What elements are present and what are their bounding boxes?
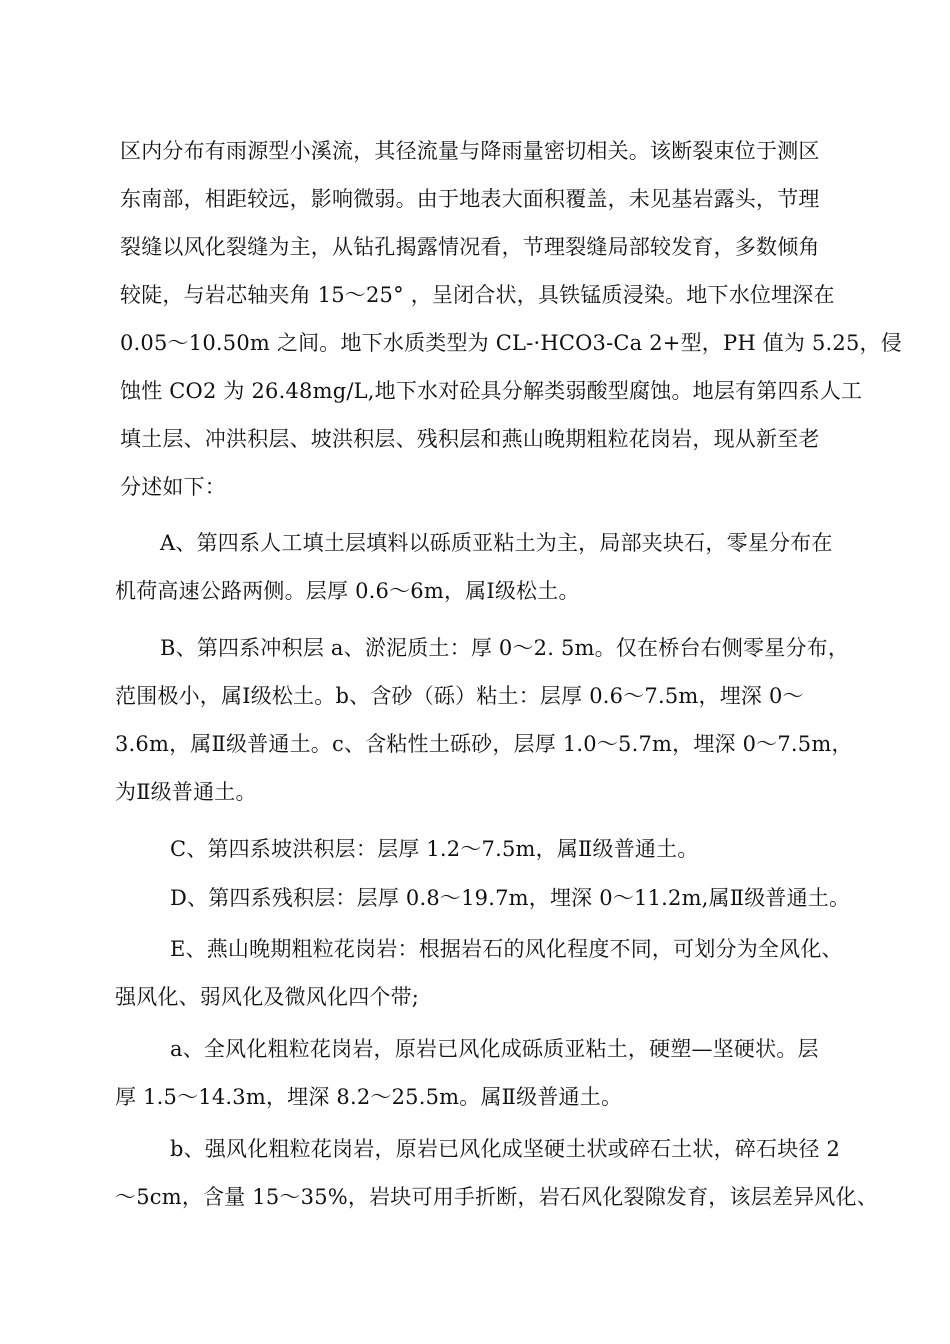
text-line: C、第四系坡洪积层：层厚 1.2～7.5m，属Ⅱ级普通土。 xyxy=(170,837,699,861)
text-line: 3.6m，属Ⅱ级普通土。c、含粘性土砾砂，层厚 1.0～5.7m，埋深 0～7.5m， xyxy=(115,732,853,756)
text-line: 区内分布有雨源型小溪流，其径流量与降雨量密切相关。该断裂束位于测区 xyxy=(120,139,820,163)
text-line: 蚀性 CO2 为 26.48mg/L,地下水对砼具分解类弱酸型腐蚀。地层有第四系人工 xyxy=(120,379,863,403)
text-line: ～5cm，含量 15～35%，岩块可用手折断，岩石风化裂隙发育，该层差异风化、 xyxy=(115,1185,878,1209)
text-line: E、燕山晚期粗粒花岗岩：根据岩石的风化程度不同，可划分为全风化、 xyxy=(170,937,843,961)
text-line: 为Ⅱ级普通土。 xyxy=(115,780,257,804)
text-line: D、第四系残积层：层厚 0.8～19.7m，埋深 0～11.2m,属Ⅱ级普通土。 xyxy=(170,886,851,910)
text-line: 东南部，相距较远，影响微弱。由于地表大面积覆盖，未见基岩露头，节理 xyxy=(120,187,820,211)
text-line: B、第四系冲积层 a、淤泥质土：厚 0～2. 5m。仅在桥台右侧零星分布， xyxy=(160,636,850,660)
text-line: A、第四系人工填土层填料以砾质亚粘土为主，局部夹块石，零星分布在 xyxy=(160,531,833,555)
text-line: 机荷高速公路两侧。层厚 0.6～6m，属Ⅰ级松土。 xyxy=(115,579,580,603)
text-line: 厚 1.5～14.3m，埋深 8.2～25.5m。属Ⅱ级普通土。 xyxy=(115,1085,623,1109)
text-line: 0.05～10.50m 之间。地下水质类型为 CL-·HCO3-Ca 2+型，PH 值为 5.25，侵 xyxy=(120,331,902,355)
text-line: 裂缝以风化裂缝为主，从钻孔揭露情况看，节理裂缝局部较发育，多数倾角 xyxy=(120,235,820,259)
text-line: a、全风化粗粒花岗岩，原岩已风化成砾质亚粘土，硬塑—坚硬状。层 xyxy=(170,1037,819,1061)
text-line: 强风化、弱风化及微风化四个带; xyxy=(115,985,420,1009)
text-line: 填土层、冲洪积层、坡洪积层、残积层和燕山晚期粗粒花岗岩，现从新至老 xyxy=(120,427,820,451)
text-line: 较陡，与岩芯轴夹角 15～25° ，呈闭合状，具铁锰质浸染。地下水位埋深在 xyxy=(120,283,835,307)
text-line: 分述如下： xyxy=(120,475,226,499)
text-line: 范围极小，属Ⅰ级松土。b、含砂（砾）粘土：层厚 0.6～7.5m，埋深 0～ xyxy=(115,684,804,708)
text-line: b、强风化粗粒花岗岩，原岩已风化成坚硬土状或碎石土状，碎石块径 2 xyxy=(170,1137,841,1161)
